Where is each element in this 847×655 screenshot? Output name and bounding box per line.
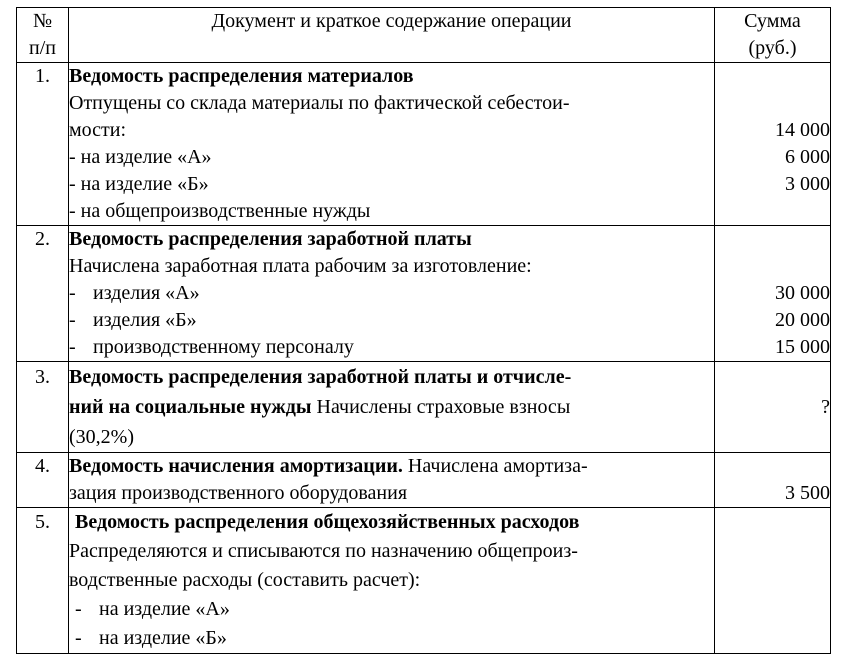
header-sum: Сумма (руб.) [715,8,831,63]
row-title: Ведомость распределения общехозяйственных расходов [75,511,580,533]
table-row [17,508,831,654]
row-description: Ведомость начисления амортизации. Начислена амортиза- зация производственного оборудования [69,453,715,508]
row-number: 3. [17,362,69,453]
row-number: 2. [17,226,69,362]
table-header-row [17,8,831,63]
row-title: Ведомость распределения материалов [69,65,414,87]
table-row [17,63,831,226]
row-description: Ведомость распределения заработной платы и отчисле- ний на социальные нужды Начислены страховые взносы (30,2%) [69,362,715,453]
table-row [17,226,831,362]
row-number: 1. [17,63,69,226]
operations-table [16,7,831,654]
table-row [17,362,831,453]
row-amount: ? [715,362,831,453]
row-title: Ведомость распределения заработной платы и отчисле- [69,366,572,388]
row-title: Ведомость распределения заработной платы [69,228,472,250]
row-amount: 30 000 20 000 15 000 [715,226,831,362]
header-document: Документ и краткое содержание операции [69,8,715,63]
row-title: Ведомость начисления амортизации. [69,455,403,477]
row-amount [715,508,831,654]
row-amount: 14 000 6 000 3 000 [715,63,831,226]
row-amount: 3 500 [715,453,831,508]
row-description: Ведомость распределения заработной платы Начислена заработная плата рабочим за изготовление: - изделия «А» - изделия «Б» - производственному персоналу [69,226,715,362]
row-description: Ведомость распределения материалов Отпущены со склада материалы по фактической себестои- мости: - на изделие «А» - на изделие «Б» - на общепроизводственные нужды [69,63,715,226]
row-number: 5. [17,508,69,654]
table-row [17,453,831,508]
row-number: 4. [17,453,69,508]
row-description: Ведомость распределения общехозяйственных расходов Распределяются и списываются по назначению общепроиз- водственные расходы (составить расчет): - на изделие «А» - на изделие «Б» [69,508,715,654]
header-number: № п/п [17,8,69,63]
